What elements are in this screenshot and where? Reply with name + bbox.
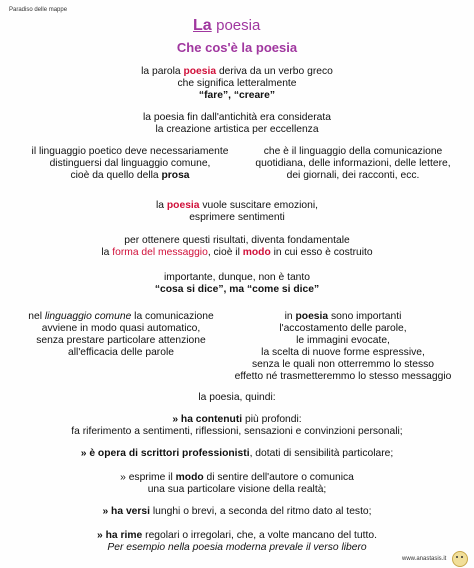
page-title: [193, 17, 260, 35]
p1-l1a: la parola: [141, 66, 184, 77]
p4-line2: [0, 247, 474, 259]
right2-line4: la scelta di nuove forme espressive,: [261, 347, 425, 358]
b5-c: regolari o irregolari, che, a volte mancano del tutto.: [142, 530, 377, 541]
b1-l1c: più profondi:: [242, 414, 302, 425]
p3-line1: [0, 200, 474, 212]
p2-line2: la creazione artistica per eccellenza: [155, 124, 319, 135]
p4-l2d: modo: [242, 247, 271, 258]
b5-line2: Per esempio nella poesia moderna prevale il verso libero: [107, 542, 367, 553]
b3-line1: [0, 472, 474, 484]
footer-site: www.anastasis.it: [402, 556, 447, 562]
p2-line1: la poesia fin dall'antichità era considerata: [143, 112, 331, 123]
right2-l1b: poesia: [295, 311, 329, 322]
left2-line3: senza prestare particolare attenzione: [36, 335, 206, 346]
b4-a: » ha: [102, 506, 126, 517]
b2-a: » è opera di: [80, 448, 141, 459]
page-subtitle: Che cos'è la poesia: [176, 40, 298, 55]
b4-c: lunghi o brevi, a seconda del ritmo dato al testo;: [150, 506, 372, 517]
b3-line2: una sua particolare visione della realtà;: [147, 484, 327, 495]
right1-line1: che è il linguaggio della comunicazione: [263, 146, 443, 157]
title-part1: La: [193, 17, 212, 34]
left2-l1c: la comunicazione: [131, 311, 214, 322]
left2-l1a: nel: [28, 311, 45, 322]
left2-l1b: linguaggio comune: [44, 311, 132, 322]
p1-line1: [0, 66, 474, 78]
b1-line1: [0, 414, 474, 426]
left2-line1: [6, 311, 236, 323]
b2-b: scrittori professionisti: [140, 448, 250, 459]
left1-line3: [10, 170, 250, 182]
p4-l2e: in cui esso è costruito: [270, 247, 373, 258]
p3-l1c: vuole suscitare emozioni,: [199, 200, 318, 211]
b5-a: » ha: [97, 530, 121, 541]
left1-line1: il linguaggio poetico deve necessariamente: [31, 146, 229, 157]
title-part2: poesia: [216, 17, 261, 34]
p4-l2b: forma del messaggio: [112, 247, 208, 258]
right1-line2: quotidiana, delle informazioni, delle lettere,: [255, 158, 451, 169]
p1-line2: che significa letteralmente: [177, 78, 297, 89]
b4-line: [0, 506, 474, 518]
p3-l1a: la: [156, 200, 167, 211]
right2-line5: senza le quali non otterremmo lo stesso: [251, 359, 434, 370]
p3-line2: esprimere sentimenti: [189, 212, 285, 223]
smiley-logo-icon: [452, 551, 468, 567]
right2-line3: le immagini evocate,: [296, 335, 390, 346]
b2-c: , dotati di sensibilità particolare;: [249, 448, 394, 459]
left1-l3b: prosa: [161, 170, 190, 181]
right2-line1: [218, 311, 468, 323]
p5-line2: “cosa si dice”, ma “come si dice”: [154, 284, 320, 295]
b3-l1b: modo: [175, 472, 204, 483]
right2-line2: l'accostamento delle parole,: [279, 323, 407, 334]
p1-l1c: deriva da un verbo greco: [216, 66, 333, 77]
b1-l1a: » ha: [172, 414, 196, 425]
b3-l1c: di sentire dell'autore o comunica: [203, 472, 354, 483]
header-label: Paradiso delle mappe: [9, 7, 68, 13]
b1-l1b: contenuti: [195, 414, 243, 425]
p6-line: la poesia, quindi:: [198, 392, 276, 403]
right2-line6: effetto né trasmetteremmo lo stesso messaggio: [234, 371, 452, 382]
p4-l2c: , cioè il: [207, 247, 243, 258]
b5-b: rime: [120, 530, 143, 541]
p5-line1: importante, dunque, non è tanto: [164, 272, 310, 283]
p4-line1: per ottenere questi risultati, diventa fondamentale: [124, 235, 350, 246]
left1-l3a: cioè da quello della: [70, 170, 162, 181]
p1-l1b: poesia: [183, 66, 217, 77]
b5-line1: [0, 530, 474, 542]
b1-line2: fa riferimento a sentimenti, riflessioni, sensazioni e convinzioni personali;: [71, 426, 403, 437]
p1-line3: “fare”, “creare”: [198, 90, 276, 101]
left2-line2: avviene in modo quasi automatico,: [41, 323, 201, 334]
b3-l1a: » esprime il: [120, 472, 176, 483]
p4-l2a: la: [101, 247, 113, 258]
right2-l1c: sono importanti: [328, 311, 402, 322]
left1-line2: distinguersi dal linguaggio comune,: [49, 158, 211, 169]
right1-line3: dei giornali, dei racconti, ecc.: [286, 170, 420, 181]
p3-l1b: poesia: [166, 200, 200, 211]
b2-line: [0, 448, 474, 460]
b4-b: versi: [125, 506, 150, 517]
right2-l1a: in: [284, 311, 296, 322]
left2-line4: all'efficacia delle parole: [68, 347, 174, 358]
